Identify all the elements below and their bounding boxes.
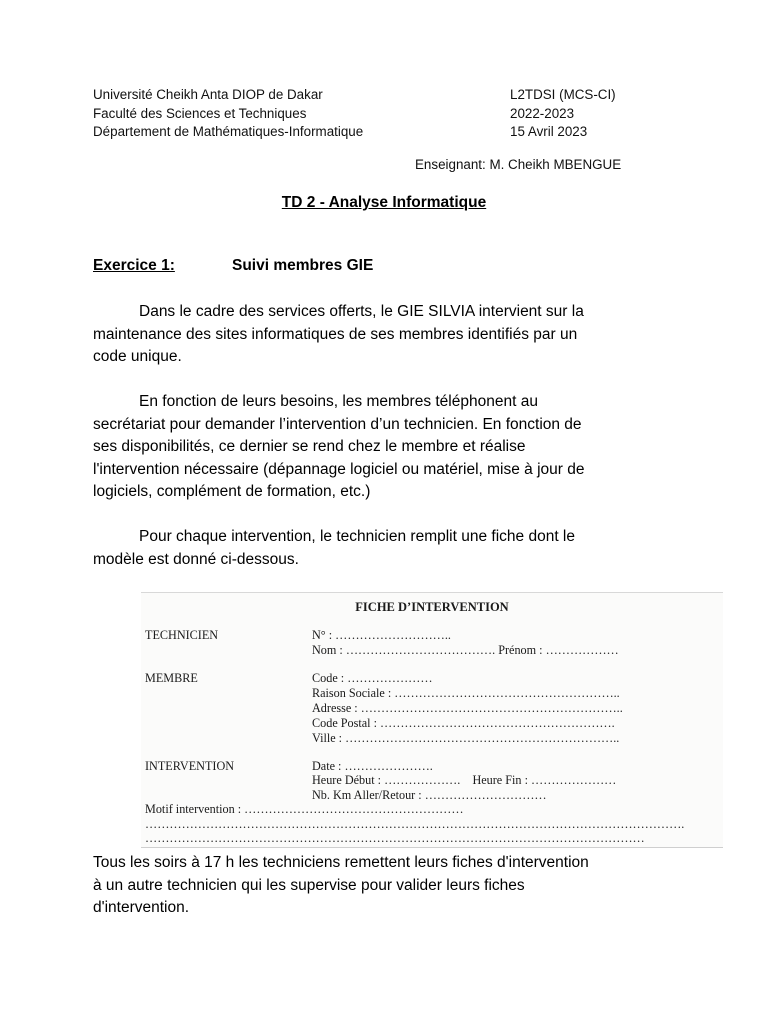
section-technicien: TECHNICIEN [145, 628, 219, 642]
paragraph-line: ses disponibilités, ce dernier se rend chez le membre et réalise [93, 438, 526, 455]
paragraph-line: l'intervention nécessaire (dépannage logiciel ou matériel, mise à jour de [93, 460, 585, 478]
field-code: Code : ………………… [312, 671, 433, 685]
paragraph-3 [93, 526, 683, 571]
field-heures: Heure Début : ………………. Heure Fin : ………………… [312, 773, 617, 787]
field-motif: Motif intervention : ……………………………………………… [145, 802, 464, 816]
paragraph-line: modèle est donné ci-dessous. [93, 550, 299, 568]
paragraph-line: En fonction de leurs besoins, les membres téléphonent au [139, 393, 538, 410]
paragraph-line: Pour chaque intervention, le technicien remplit une fiche dont le [139, 528, 575, 545]
field-date: Date : …………………. [312, 759, 433, 773]
paragraph-line: secrétariat pour demander l’intervention d’un technicien. En fonction de [93, 415, 582, 433]
paragraph-line: Dans le cadre des services offerts, le GIE SILVIA intervient sur la [139, 303, 584, 320]
field-numero: N° : ……………………….. [312, 628, 451, 642]
field-motif-line-2: …………………………………………………………………………………………………………… [145, 831, 645, 845]
document-title: TD 2 - Analyse Informatique [281, 194, 487, 211]
department-name: Département de Mathématiques-Informatique [93, 124, 364, 139]
institution-header [93, 86, 363, 142]
field-code-postal: Code Postal : …………………………………………………. [312, 716, 615, 730]
academic-year: 2022-2023 [510, 105, 575, 121]
intervention-form-image [141, 592, 723, 848]
document-date: 15 Avril 2023 [510, 124, 588, 139]
course-code: L2TDSI (MCS-CI) [510, 87, 616, 102]
paragraph-line: à un autre technicien qui les supervise pour valider leurs fiches [93, 876, 525, 894]
field-ville: Ville : ………………………………………………………….. [312, 731, 620, 745]
university-name: Université Cheikh Anta DIOP de Dakar [93, 87, 323, 102]
teacher-name: Enseignant: M. Cheikh MBENGUE [415, 157, 622, 172]
field-adresse: Adresse : ……………………………………………………….. [312, 701, 623, 715]
form-title: FICHE D’INTERVENTION [355, 600, 509, 614]
field-raison-sociale: Raison Sociale : ……………………………………………….. [312, 686, 620, 700]
faculty-name: Faculté des Sciences et Techniques [93, 105, 307, 121]
paragraph-line: logiciels, complément de formation, etc.) [93, 483, 371, 500]
field-nom-prenom: Nom : ………………………………. Prénom : ……………… [312, 643, 619, 657]
paragraph-1 [93, 301, 683, 369]
section-intervention: INTERVENTION [145, 759, 235, 773]
paragraph-line: maintenance des sites informatiques de ses membres identifiés par un [93, 325, 578, 343]
exercise-name: Suivi membres GIE [232, 257, 374, 274]
paragraph-line: code unique. [93, 348, 182, 365]
section-membre: MEMBRE [145, 671, 198, 685]
paragraph-4 [93, 852, 683, 920]
paragraph-2 [93, 391, 683, 504]
paragraph-line: Tous les soirs à 17 h les techniciens remettent leurs fiches d'intervention [93, 854, 589, 871]
field-motif-line-1: ……………………………………………………………………………………………………………………. [145, 817, 685, 831]
exercise-label: Exercice 1: [93, 257, 175, 274]
exercise-heading [93, 257, 373, 275]
course-header [510, 86, 616, 142]
field-km: Nb. Km Aller/Retour : ………………………… [312, 788, 547, 802]
paragraph-line: d'intervention. [93, 899, 190, 916]
